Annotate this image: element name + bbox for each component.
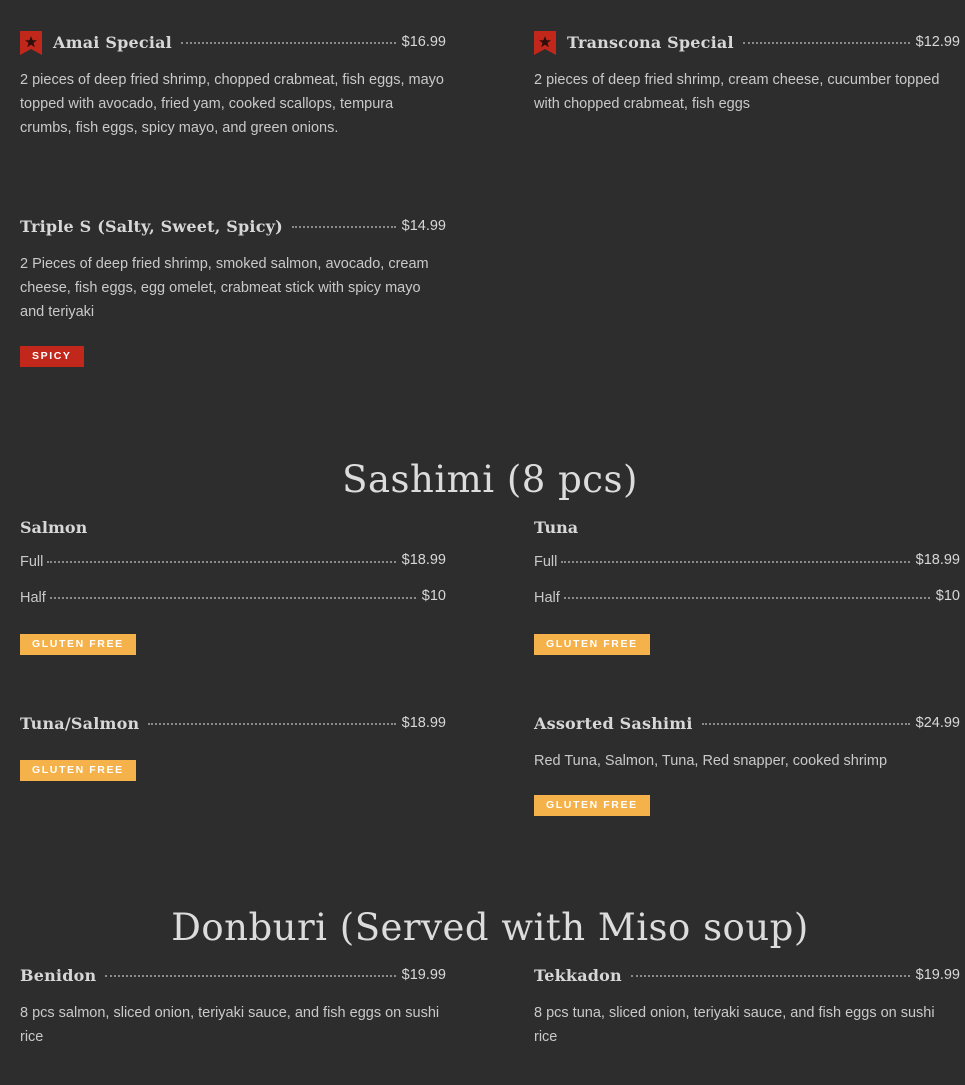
item-description: 2 pieces of deep fried shrimp, chopped crabmeat, fish eggs, mayo topped with avocado, fried yam, cooked scallops, tempura crumbs, fish eggs, spicy mayo, and green onions.	[20, 72, 444, 136]
spicy-badge: SPICY	[20, 346, 84, 367]
option-price: $18.99	[401, 552, 446, 568]
item-name: Transcona Special	[567, 33, 734, 52]
item-name: Benidon	[20, 966, 97, 985]
item-name: Tekkadon	[534, 966, 622, 985]
option-row-half	[534, 590, 960, 612]
dot-leader	[148, 723, 395, 725]
dot-leader	[105, 975, 395, 977]
option-row-half	[20, 590, 446, 612]
item-price: $16.99	[401, 34, 446, 50]
dot-leader	[564, 597, 930, 599]
gluten-free-badge: GLUTEN FREE	[534, 795, 650, 816]
menu-item-salmon	[20, 518, 446, 655]
section-title-sashimi: Sashimi (8 pcs)	[342, 458, 638, 501]
option-price: $10	[935, 588, 960, 604]
menu-item-tuna-salmon	[20, 714, 446, 781]
gluten-free-badge: GLUTEN FREE	[20, 760, 136, 781]
menu-item-assorted-sashimi	[534, 714, 960, 816]
item-description: 2 Pieces of deep fried shrimp, smoked salmon, avocado, cream cheese, fish eggs, egg omelet, crabmeat stick with spicy mayo and teriyaki	[20, 256, 429, 320]
menu-item-tuna	[534, 518, 960, 655]
item-name: Triple S (Salty, Sweet, Spicy)	[20, 217, 283, 236]
item-description: 2 pieces of deep fried shrimp, cream cheese, cucumber topped with chopped crabmeat, fish eggs	[534, 72, 940, 112]
option-price: $10	[421, 588, 446, 604]
chef-special-flag-icon	[534, 31, 556, 55]
item-price: $18.99	[401, 715, 446, 731]
item-name: Tuna/Salmon	[20, 714, 140, 733]
dot-leader	[631, 975, 910, 977]
option-label: Full	[20, 554, 44, 570]
section-title-donburi: Donburi (Served with Miso soup)	[171, 906, 809, 949]
dot-leader	[47, 561, 395, 563]
option-row-full	[534, 554, 960, 576]
dot-leader	[561, 561, 909, 563]
item-price: $24.99	[915, 715, 960, 731]
item-name: Assorted Sashimi	[534, 714, 693, 733]
item-price: $19.99	[915, 967, 960, 983]
gluten-free-badge: GLUTEN FREE	[534, 634, 650, 655]
dot-leader	[292, 226, 396, 228]
dot-leader	[181, 42, 396, 44]
dot-leader	[743, 42, 910, 44]
item-name: Amai Special	[53, 33, 172, 52]
chef-special-flag-icon	[20, 31, 42, 55]
gluten-free-badge: GLUTEN FREE	[20, 634, 136, 655]
menu-item-tekkadon	[534, 966, 960, 1049]
option-label: Full	[534, 554, 558, 570]
dot-leader	[702, 723, 910, 725]
menu-item-transcona-special	[534, 33, 960, 116]
dot-leader	[50, 597, 416, 599]
item-description: 8 pcs salmon, sliced onion, teriyaki sauce, and fish eggs on sushi rice	[20, 1005, 440, 1045]
item-name: Tuna	[534, 518, 579, 537]
item-price: $14.99	[401, 218, 446, 234]
item-description: 8 pcs tuna, sliced onion, teriyaki sauce, and fish eggs on sushi rice	[534, 1005, 935, 1045]
option-label: Half	[534, 590, 560, 606]
menu-item-benidon	[20, 966, 446, 1049]
item-name: Salmon	[20, 518, 88, 537]
item-price: $12.99	[915, 34, 960, 50]
option-row-full	[20, 554, 446, 576]
option-price: $18.99	[915, 552, 960, 568]
menu-item-amai-special	[20, 33, 446, 140]
item-price: $19.99	[401, 967, 446, 983]
option-label: Half	[20, 590, 46, 606]
menu-item-triple-s	[20, 217, 446, 367]
item-description: Red Tuna, Salmon, Tuna, Red snapper, cooked shrimp	[534, 753, 888, 769]
